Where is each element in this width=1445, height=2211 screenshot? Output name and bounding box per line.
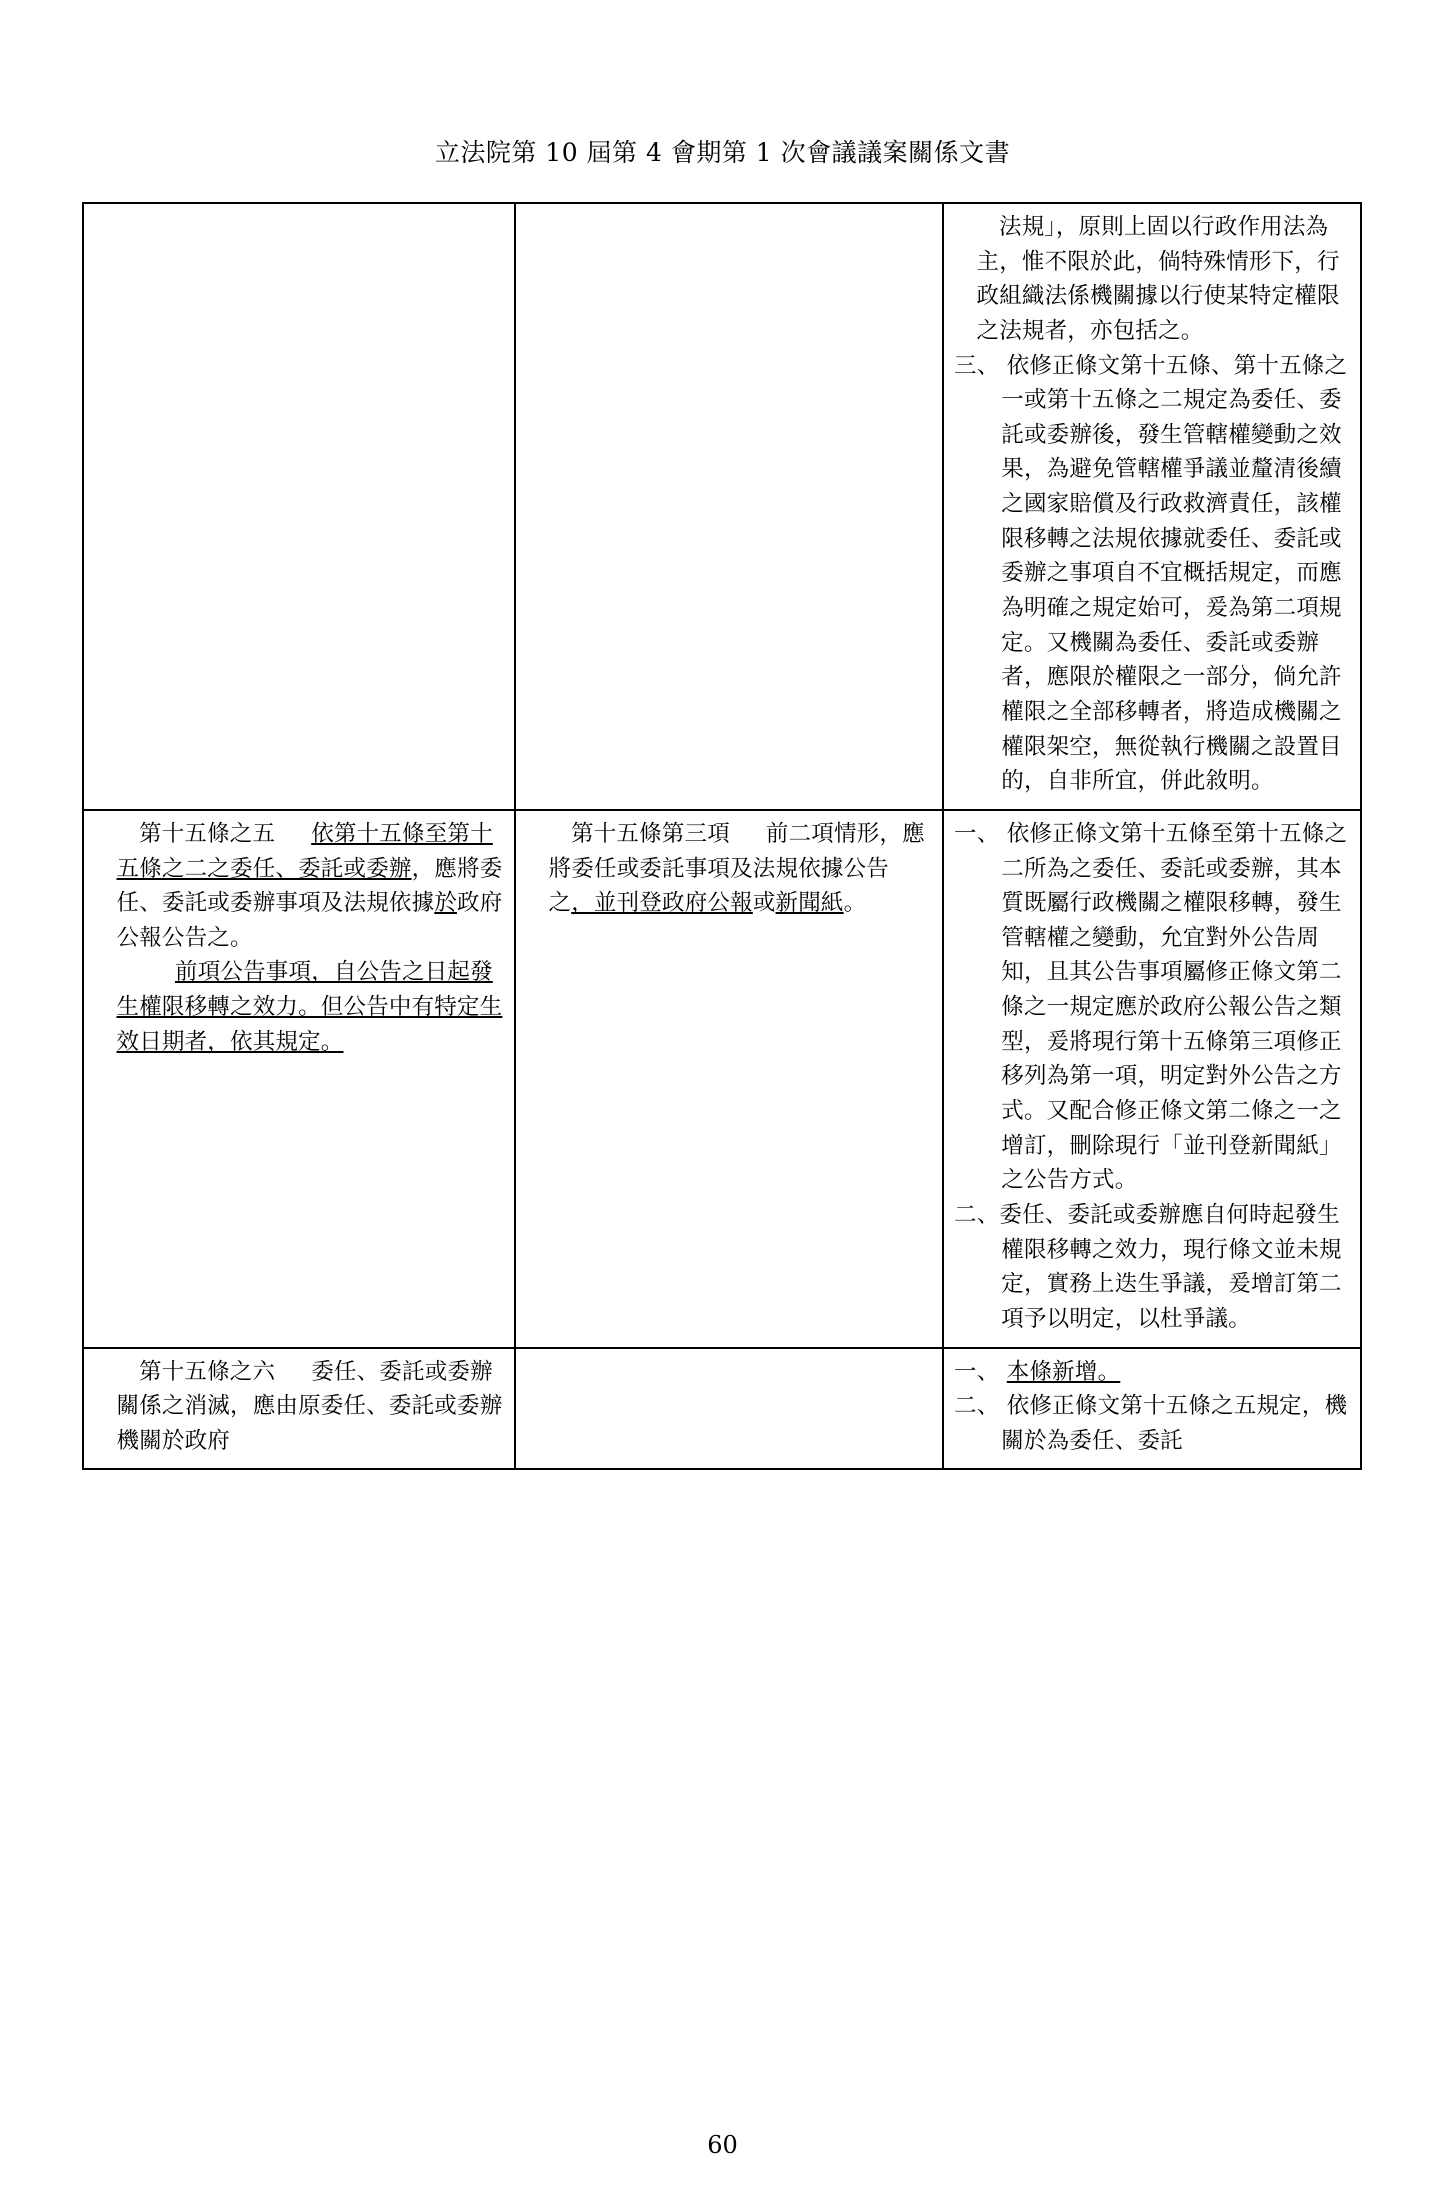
- row-2-proposed-column: [83, 810, 515, 1348]
- row-2-proposed-content: [94, 817, 504, 1059]
- explanation-paragraph: 法規」，原則上固以行政作用法為主，惟不限於此，倘特殊情形下，行政組織法係機關據以行使某特定權限之法規者，亦包括之。: [976, 214, 1340, 344]
- row-1-current-column: [515, 203, 943, 810]
- table-row: [83, 1348, 1361, 1470]
- table-row: [83, 203, 1361, 810]
- article-text: 第十五條之六 委任、委託或委辦關係之消滅，應由原委任、委託或委辦機關於政府: [116, 1358, 503, 1454]
- explanation-paragraph: 一、 本條新增。: [954, 1358, 1121, 1385]
- row-2-explanation-column: [943, 810, 1361, 1348]
- row-3-proposed-column: [83, 1348, 515, 1470]
- row-3-current-column: [515, 1348, 943, 1470]
- row-3-proposed-content: [94, 1355, 504, 1459]
- row-3-explanation-column: [943, 1348, 1361, 1470]
- row-3-explanation-content: [954, 1355, 1350, 1459]
- row-2-current-column: [515, 810, 943, 1348]
- current-article-text: 第十五條第三項 前二項情形，應將委任或委託事項及法規依據公告之，並刊登政府公報或新聞紙。: [548, 820, 925, 917]
- explanation-paragraph: 二、 依修正條文第十五條之五規定，機關於為委任、委託: [954, 1393, 1348, 1454]
- explanation-paragraph: 三、 依修正條文第十五條、第十五條之一或第十五條之二規定為委任、委託或委辦後，發生管轄權變動之效果，為避免管轄權爭議並釐清後續之國家賠償及行政救濟責任，該權限移轉之法規依據就委任、委託或委辦之事項自不宜概括規定，而應為明確之規定始可，爰為第二項規定。又機關為委任、委託或委辦者，應限於權限之一部分，倘允許權限之全部移轉者，將造成機關之權限架空，無從執行機關之設置目的，自非所宜，併此敘明。: [954, 352, 1348, 795]
- article-text: 第十五條之五 依第十五條至第十五條之二之委任、委託或委辦，應將委任、委託或委辦事項及法規依據於政府公報公告之。: [116, 820, 503, 951]
- row-1-explanation-content: [954, 210, 1350, 799]
- table-row: [83, 810, 1361, 1348]
- row-2-explanation-content: [954, 817, 1350, 1337]
- row-1-explanation-column: [943, 203, 1361, 810]
- amendment-comparison-table: [82, 202, 1362, 1470]
- article-text: 前項公告事項，自公告之日起發生權限移轉之效力。但公告中有特定生效日期者，依其規定。: [116, 959, 503, 1055]
- page-title: 立法院第 10 屆第 4 會期第 1 次會議議案關係文書: [434, 138, 1011, 167]
- explanation-paragraph: 二、委任、委託或委辦應自何時起發生權限移轉之效力，現行條文並未規定，實務上迭生爭議，爰增訂第二項予以明定，以杜爭議。: [954, 1201, 1342, 1332]
- explanation-paragraph: 一、 依修正條文第十五條至第十五條之二所為之委任、委託或委辦，其本質既屬行政機關之權限移轉，發生管轄權之變動，允宜對外公告周知，且其公告事項屬修正條文第二條之一規定應於政府公報公告之類型，爰將現行第十五條第三項修正移列為第一項，明定對外公告之方式。又配合修正條文第二條之一之增訂，刪除現行「並刊登新聞紙」之公告方式。: [954, 820, 1348, 1194]
- row-1-proposed-column: [83, 203, 515, 810]
- row-2-current-content: [526, 817, 932, 921]
- comparison-table-wrapper: [82, 202, 1363, 1470]
- page-number: 60: [707, 2131, 738, 2159]
